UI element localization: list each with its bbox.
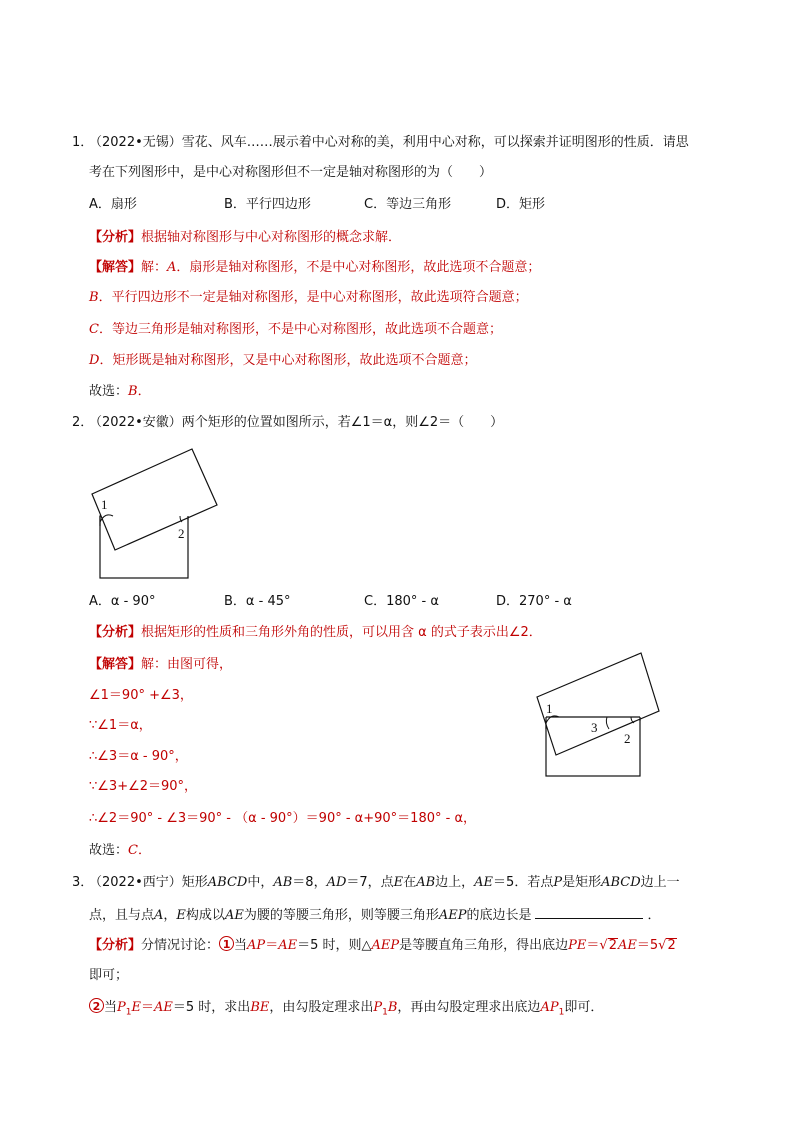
q2-figure — [88, 446, 228, 582]
var-e: E — [176, 908, 186, 923]
text: ＝5．若点 — [493, 875, 554, 890]
q2-choice — [89, 841, 151, 861]
analysis-prefix: 分情况讨论： — [141, 938, 220, 953]
q1-stem-line1: （2022•无锡）雪花、风车……展示着中心对称的美，利用中心对称，可以探索并证明图形的性质．请思 — [89, 135, 689, 150]
analysis-text: 根据矩形的性质和三角形外角的性质，可以用含 α 的式子表示出∠2． — [141, 625, 542, 640]
q2-option-a: A．α - 90° — [89, 594, 156, 609]
var-aep: AEP — [371, 938, 400, 953]
answer-tag: 【解答】 — [89, 657, 142, 672]
answer-a-text: ．扇形是轴对称图形，不是中心对称图形，故此选项不合题意； — [176, 260, 541, 275]
choice-end: ． — [137, 384, 151, 399]
text: （2022•西宁）矩形 — [89, 875, 208, 890]
q2-fig-label-1: 1 — [101, 497, 108, 512]
var-b: B — [387, 1000, 398, 1015]
q2-option-d: D．270° - α — [496, 594, 572, 609]
var-aep: AEP — [438, 908, 467, 923]
var-e: E — [393, 875, 404, 890]
text: 边上一 — [640, 875, 680, 890]
sqrt-sign: √ — [599, 938, 608, 953]
letter-a: A — [167, 260, 177, 275]
text: 为腰的等腰三角形，则等腰三角形 — [243, 908, 439, 923]
var-ae: AE — [617, 938, 637, 953]
text: ＝7，点 — [346, 875, 394, 890]
text: 即可． — [564, 1000, 604, 1015]
q1-option-a: A．扇形 — [89, 197, 137, 212]
text: 在 — [403, 875, 417, 890]
text: 边上， — [435, 875, 475, 890]
q3-stem-line2 — [89, 904, 661, 926]
answer-text: 解：由图可得， — [141, 657, 233, 672]
q1-stem-line2: 考在下列图形中，是中心对称图形但不一定是轴对称图形的为（ ） — [89, 165, 493, 180]
var-ae: AE — [474, 875, 494, 890]
q2-stem: （2022•安徽）两个矩形的位置如图所示，若∠1＝α，则∠2＝（ ） — [89, 415, 504, 430]
text: ＝5 — [636, 938, 659, 953]
var-ad: AD — [326, 875, 347, 890]
var-abcd: ABCD — [207, 875, 248, 890]
q1-option-d: D．矩形 — [496, 197, 546, 212]
q2-analysis — [89, 623, 542, 643]
choice-prefix: 故选： — [89, 843, 129, 858]
text: ＝5 时，则△ — [297, 938, 372, 953]
var-ab: AB — [416, 875, 436, 890]
q2-sol-tilted-rect — [537, 653, 659, 755]
text: ＝8， — [292, 875, 327, 890]
q1-answer-b — [89, 288, 528, 308]
var-p: P — [373, 1000, 383, 1015]
answer-blank[interactable] — [535, 904, 643, 919]
sqrt-radicand: 2 — [608, 938, 617, 953]
var-be: BE — [250, 1000, 270, 1015]
circled-number-2: 2 — [89, 998, 104, 1013]
text: ＝ — [141, 1000, 155, 1015]
analysis-tag: 【分析】 — [89, 625, 142, 640]
text: ． — [647, 908, 661, 923]
q2-number: 2． — [72, 415, 94, 430]
q1-answer-d — [89, 351, 476, 371]
letter-d: D — [89, 353, 100, 368]
text: 是矩形 — [562, 875, 602, 890]
text: ＝ — [265, 938, 279, 953]
q3-analysis-line2: 即可； — [89, 968, 129, 983]
q2-option-c: C．180° - α — [364, 594, 439, 609]
answer-c-text: ．等边三角形是轴对称图形，不是中心对称图形，故此选项不合题意； — [98, 322, 502, 337]
text: ＝ — [586, 938, 600, 953]
var-a: A — [154, 908, 164, 923]
sqrt-radicand: 2 — [667, 938, 676, 953]
analysis-text: 根据轴对称图形与中心对称图形的概念求解． — [141, 230, 402, 245]
answer-b-text: ．平行四边形不一定是轴对称图形，是中心对称图形，故此选项符合题意； — [98, 290, 528, 305]
text: 构成以 — [185, 908, 225, 923]
sqrt-sign: √ — [658, 938, 667, 953]
text: 当 — [104, 1000, 118, 1015]
q2-option-b: B．α - 45° — [224, 594, 291, 609]
q2-sol-label-2: 2 — [624, 731, 631, 746]
analysis-tag: 【分析】 — [89, 230, 142, 245]
q2-step-1: ∠1＝90° +∠3， — [89, 688, 193, 703]
q3-analysis-line1 — [89, 936, 677, 956]
q2-sol-label-3: 3 — [591, 720, 598, 735]
text: ＝5 时，求出 — [172, 1000, 251, 1015]
q1-choice — [89, 382, 151, 402]
q1-analysis — [89, 228, 401, 248]
q1-number: 1． — [72, 135, 94, 150]
var-ae: AE — [154, 1000, 173, 1015]
var-ap: AP — [247, 938, 266, 953]
q2-fig-tilted-rect — [92, 449, 217, 550]
choice-end: ． — [137, 843, 151, 858]
q2-solution-figure — [535, 651, 665, 779]
q1-answer-c — [89, 320, 502, 340]
var-e: E — [131, 1000, 141, 1015]
q3-number: 3． — [72, 875, 94, 890]
letter-c: C — [89, 322, 99, 337]
answer-prefix: 解： — [141, 260, 168, 275]
answer-tag: 【解答】 — [89, 260, 142, 275]
q2-step-3: ∴∠3＝α - 90°， — [89, 749, 188, 764]
q3-stem-line1 — [89, 873, 680, 893]
q2-sol-label-1: 1 — [546, 701, 553, 716]
text: ，由勾股定理求出 — [269, 1000, 374, 1015]
q1-answer-a — [89, 258, 540, 278]
subscript: 1 — [382, 1007, 388, 1018]
var-abcd: ABCD — [601, 875, 641, 890]
var-pe: PE — [568, 938, 587, 953]
text: ，再由勾股定理求出底边 — [397, 1000, 541, 1015]
text: 当 — [234, 938, 248, 953]
var-ab: AB — [273, 875, 293, 890]
var-p: P — [553, 875, 563, 890]
subscript: 1 — [125, 1007, 132, 1018]
q2-fig-label-2: 2 — [178, 526, 185, 541]
circled-number-1: 1 — [219, 936, 234, 951]
choice-value: C — [128, 843, 138, 858]
q2-step-4: ∵∠3+∠2＝90°， — [89, 779, 198, 794]
q2-answer — [89, 655, 232, 675]
var-p: P — [117, 1000, 126, 1015]
q2-step-2: ∵∠1＝α， — [89, 718, 152, 733]
var-ap: AP — [540, 1000, 559, 1015]
text: 的底边长是 — [466, 908, 532, 923]
text: ， — [163, 908, 177, 923]
var-ae: AE — [278, 938, 298, 953]
choice-value: B — [128, 384, 138, 399]
analysis-tag: 【分析】 — [89, 938, 142, 953]
q2-step-5: ∴∠2＝90° - ∠3＝90° - （α - 90°）＝90° - α+90°＝180° - α， — [89, 811, 477, 826]
q1-option-c: C．等边三角形 — [364, 197, 452, 212]
choice-prefix: 故选： — [89, 384, 129, 399]
q1-option-b: B．平行四边形 — [224, 197, 311, 212]
answer-d-text: ．矩形既是轴对称图形，又是中心对称图形，故此选项不合题意； — [99, 353, 477, 368]
text: 是等腰直角三角形，得出底边 — [399, 938, 569, 953]
letter-b: B — [89, 290, 99, 305]
var-ae: AE — [224, 908, 244, 923]
text: 点，且与点 — [89, 908, 155, 923]
text: 中， — [247, 875, 274, 890]
q3-analysis-line3 — [89, 998, 603, 1023]
subscript: 1 — [558, 1007, 565, 1018]
